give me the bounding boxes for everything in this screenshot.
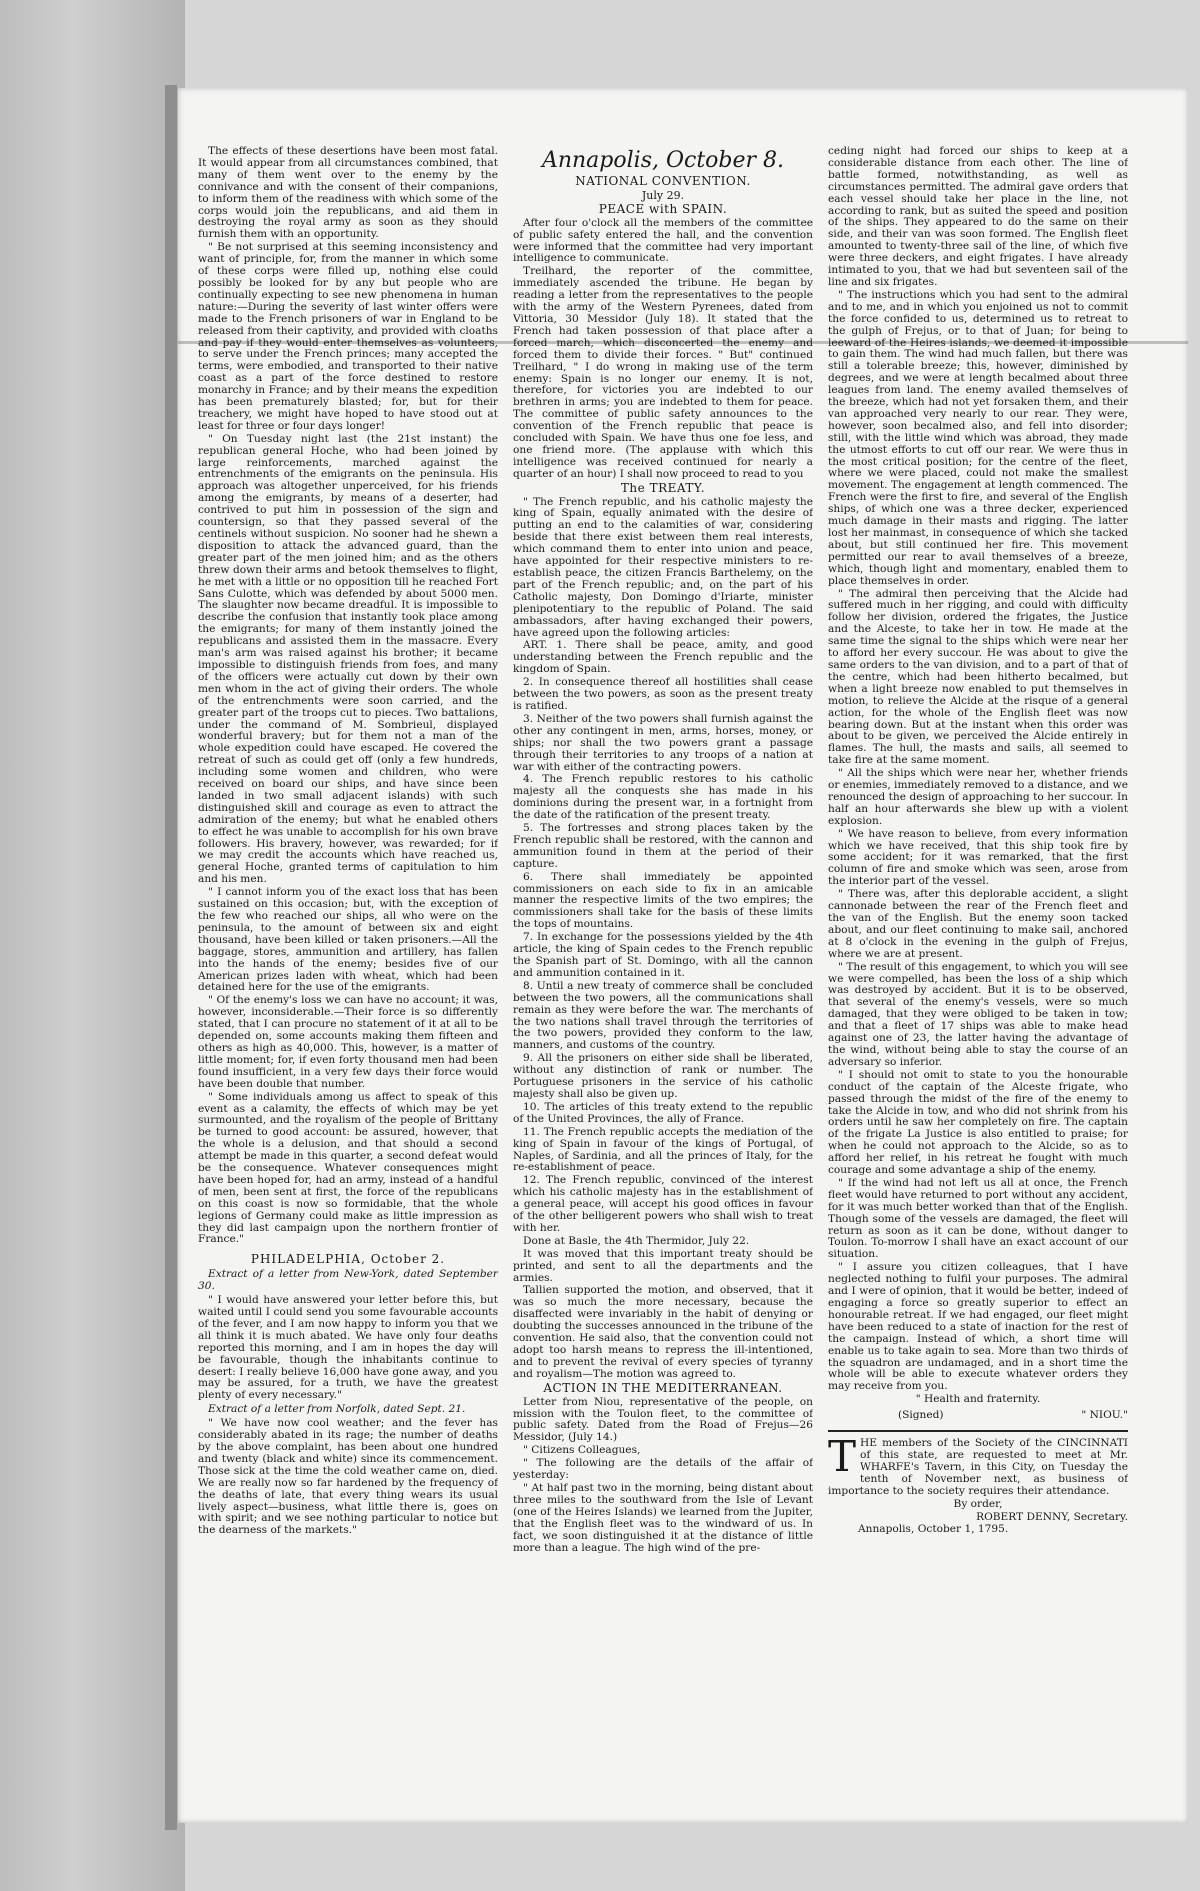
paragraph: " I would have answered your letter before this, but waited until I could send you some favourable accounts of the fever, and I am now happy to inform you that we all think it is much abated. We have only four deaths reported this morning, and I am in hopes the day will be favourable, though the inhabitants continue to desert: I really believe 16,000 have gone away, and you may be assured, for a truth, we have the greatest plenty of every necessary." [198,1294,498,1402]
paragraph: " Citizens Colleagues, [523,1444,641,1457]
drop-cap: T [828,1432,857,1482]
treaty-article: 9. All the prisoners on either side shall be liberated, without any distinction of rank or number. The Portuguese prisoners in the service of his catholic majesty shall also be given up. [513,1052,813,1100]
treaty-heading: The TREATY. [620,480,706,495]
treaty-article: 11. The French republic accepts the mediation of the king of Spain in favour of the kings of Portugal, of Naples, of Sardinia, and all the princes of Italy, for the re-establishment of peace. [513,1125,813,1174]
closing-line: " Health and fraternity. [915,1393,1041,1406]
paragraph: Letter from Niou, representative of the people, on mission with the Toulon fleet, to the committee of public safety. Dated from the Road of Frejus—26 Messidor, (July 14.) [513,1395,813,1444]
paragraph: " The instructions which you had sent to the admiral and to me, and in which you enjoined us not to commit the force confided to us, determined us to retreat to the gulph of Frejus, or to that of Juan; for being to leeward of the Heires islands, we deemed it impossible to gain them. The wind had much fallen, but there was still a tolerable breeze; this, however, diminished by degrees, and we were at length becalmed about three leagues from land. The enemy availed themselves of the breeze, which had not yet forsaken them, and their van approached very nearly to our rear. They were, however, soon becalmed also, and fell into disorder; still, with the little wind which was abroad, they made the utmost efforts to cut off our rear. We were thus in the most critical position; for the centre of the fleet, where we were placed, could not make the smallest movement. The engagement at length commenced. The French were the first to fire, and several of the English ships, of which one was a three decker, experienced much damage in their masts and rigging. The latter lost her mainmast, in consequence of which she tacked about, but still continued her fire. This movement permitted our rear to avail themselves of a breeze, which, though light and momentary, enabled them to place themselves in order. [828,288,1128,587]
paragraph: " The admiral then perceiving that the Alcide had suffered much in her rigging, and could with difficulty follow her division, ordered the frigates, the Justice and the Alceste, to take her in tow. He made at the same time the signal to the ships which were near her to afford her every succour. He was about to give the same orders to the van division, and to a part of that of the centre, which had been hitherto becalmed, but when a light breeze now enabled to put themselves in motion, to relieve the Alcide at the risque of a general action, for the whole of the English fleet was now bearing down. But at the instant when this order was about to be given, we perceived the Alcide entirely in flames. The hull, the masts and sails, all seemed to take fire at the same moment. [828,587,1128,767]
paragraph: Treilhard, the reporter of the committee, immediately ascended the tribune. He began by reading a letter from the representatives to the people with the army of the Western Pyrenees, dated from Vittoria, 30 Messidor (July 18). It stated that the French had taken possession of that place after a forced march, which disconcerted the enemy and forced them to divide their forces. " But" continued Treilhard, " I do wrong in making use of the term enemy: Spain is no longer our enemy. It is not, therefore, for victories you are indebted to our brethren in arms; you are indebted to them for peace. The committee of public safety announces to the convention of the French republic that peace is concluded with Spain. We have thus one foe less, and one friend more. (The applause with which this intelligence was received continued for nearly a quarter of an hour) I shall now proceed to read to you [513,265,813,480]
column-right [828,146,1128,1786]
paragraph: It was moved that this important treaty should be printed, and sent to all the departments and the armies. [513,1247,813,1284]
paragraph: " We have now cool weather; and the fever has considerably abated in its rage; the number of deaths by the above complaint, has been about one hundred and twenty (black and white) since its commencement. Those sick at the time the cold weather came on, died. We are really now so far hardened by the frequency of the deaths of late, that every thing wears its usual lively aspect—business, what little there is, goes on with spirit; and we see nothing particular to notice but the dearness of the markets." [198,1417,498,1537]
treaty-article: 4. The French republic restores to his catholic majesty all the conquests she has made in his dominions during the present war, in a fortnight from the date of the ratification of the present treaty. [513,773,813,822]
paragraph: " The result of this engagement, to which you will see we were compelled, has been the loss of a ship which was destroyed by accident. But it is to be observed, that several of the enemy's vessels, were so much damaged, that they were obliged to be taken in tow; and that a fleet of 17 ships was able to make head against one of 23, the latter having the advantage of the wind, without being able to stay the course of an adversary so inferior. [828,960,1128,1068]
paragraph: Done at Basle, the 4th Thermidor, July 22. [523,1234,750,1247]
paragraph: After four o'clock all the members of the committee of public safety entered the hall, and the convention were informed that the committee had very important intelligence to communicate. [513,216,813,265]
philadelphia-dateline: PHILADELPHIA, October 2. [250,1252,446,1267]
paragraph: " We have reason to believe, from every information which we have received, that this ship took fire by some accident; for it was remarked, that the first column of fire and smoke which was seen, arose from the interior part of the vessel. [828,827,1128,888]
paragraph: " There was, after this deplorable accident, a slight cannonade between the rear of the French fleet and the van of the English. But the enemy soon tacked about, and our fleet continuing to make sail, anchored at 8 o'clock in the evening in the gulph of Frejus, where we are at present. [828,888,1128,960]
notice-body: HE members of the Society of the CINCINNATI of this state, are requested to meet at Mr. WHARFE's Tavern, in this City, on Tuesday the tenth of November next, as business of importance to the society requires their attendance. [828,1437,1128,1497]
signer-name: " NIOU." [1081,1410,1128,1422]
scan-margin [0,0,185,1891]
treaty-article: 6. There shall immediately be appointed commissioners on each side to fix in an amicable manner the respective limits of the two empires; the commissioners shall take for the basis of these limits the tops of mountains. [513,870,813,931]
paragraph: " If the wind had not left us all at once, the French fleet would have returned to port without any accident, for it was much better worked than that of the English. Though some of the vessels are damaged, the fleet will return as soon as it can be done, without danger to Toulon. To-morrow I shall have an exact account of our situation. [828,1176,1128,1261]
paragraph: " I cannot inform you of the exact loss that has been sustained on this occasion; but, with the exception of the few who reached our ships, all who were on the peninsula, to the amount of between six and eight thousand, have been killed or taken prisoners.—All the baggage, stores, ammunition and artillery, has fallen into the hands of the enemy; besides five of our American prizes laden with wheat, which had been detained here for the use of the emigrants. [198,886,498,994]
signed-label: (Signed) [898,1410,944,1422]
treaty-article: 12. The French republic, convinced of the interest which his catholic majesty has in the establishment of a general peace, will accept his good offices in favour of the other belligerent powers who shall wish to treat with her. [513,1174,813,1234]
paragraph: " Some individuals among us affect to speak of this event as a calamity, the effects of which may be yet surmounted, and the royalism of the people of Brittany be turned to good account: be assured, however, that the whole is a delusion, and that should a second attempt be made in this quarter, a second defeat would be the consequence. Whatever consequences might have been hoped for, had an army, instead of a handful of men, been sent at first, the force of the republicans on this coast is now so formidable, that the whole legions of Germany could make as little impression as they did last campaign upon the northern frontier of France." [198,1090,498,1246]
section-subheading: PEACE with SPAIN. [598,201,728,216]
by-order-line: By order, [953,1497,1003,1510]
treaty-article: 5. The fortresses and strong places taken by the French republic shall be restored, with the cannon and ammunition found in them at the period of their capture. [513,822,813,870]
page-binding-edge [165,85,177,1830]
treaty-article: 3. Neither of the two powers shall furnish against the other any contingent in men, arms, horses, money, or ships; nor shall the two powers grant a passage through their territories to any troops of a nation at war with either of the contracting powers. [513,712,813,773]
column-left [198,146,498,1786]
extract-heading: Extract of a letter from Norfolk, dated Sept. 21. [208,1403,466,1416]
treaty-article: 10. The articles of this treaty extend to the republic of the United Provinces, the ally of France. [513,1100,813,1125]
paragraph: " The following are the details of the affair of yesterday: [513,1457,813,1482]
section-heading: ACTION IN THE MEDITERRANEAN. [543,1380,783,1395]
masthead-annapolis: Annapolis, October 8. [541,148,785,173]
paragraph: " I should not omit to state to you the honourable conduct of the captain of the Alceste frigate, who passed through the midst of the fire of the enemy to take the Alcide in tow, and who did not shrink from his orders until he saw her completely on fire. The captain of the frigate La Justice is also entitled to praise; for when he could not approach to the Alcide, so as to afford her relief, in his retreat he fought with much courage and some advantage a ship of the enemy. [828,1068,1128,1177]
paragraph: " Of the enemy's loss we can have no account; it was, however, inconsiderable.—Their force is so differently stated, that I can procure no statement of it at all to be depended on, some accounts making them fifteen and others as high as 40,000. This, however, is a matter of little moment; for, if even forty thousand men had been found insufficient, in a very few days their force would have been double that number. [198,994,498,1090]
paragraph: " At half past two in the morning, being distant about three miles to the southward from the Isle of Levant (one of the Heires Islands) we learned from the Jupiter, that the English fleet was to the windward of us. In fact, we soon distinguished it at the distance of little more than a league. The high wind of the pre- [513,1481,813,1554]
section-date: July 29. [641,188,685,202]
paragraph: " I assure you citizen colleagues, that I have neglected nothing to fulfil your purposes. The admiral and I were of opinion, that it would be better, indeed of engaging a force so greatly superior to effect an honourable retreat. If we had engaged, our fleet might have been reduced to a state of inaction for the rest of the campaign. Instead of which, a short time will enable us to take again to sea. More than two thirds of the squadron are undamaged, and in a short time the whole will be able to execute whatever orders they may receive from you. [828,1261,1128,1393]
column-middle [513,146,813,1786]
paragraph: The effects of these desertions have been most fatal. It would appear from all circumstances combined, that many of them went over to the enemy by the connivance and with the consent of their companions, to inform them of the readiness with which some of the corps would join the republicans, and aid them in destroying the royal army as soon as they should furnish them with an opportunity. [198,146,498,241]
treaty-article: 8. Until a new treaty of commerce shall be concluded between the two powers, all the communications shall remain as they were before the war. The merchants of the two nations shall travel through the territories of the two powers, provided they conform to the law, manners, and customs of the country. [513,979,813,1052]
paragraph: ceding night had forced our ships to keep at a considerable distance from each other. The line of battle formed, notwithstanding, as well as circumstances permitted. The admiral gave orders that each vessel should take her place in the line, not according to rank, but as suited the speed and position of the ships. They appeared to do the same on their side, and their van was soon formed. The English fleet amounted to twenty-three sail of the line, of which five were three deckers, and eight frigates. I have already intimated to you, that we had but seventeen sail of the line and six frigates. [828,146,1128,288]
place-date-line: Annapolis, October 1, 1795. [858,1523,1009,1536]
secretary-line: ROBERT DENNY, Secretary. [976,1510,1128,1523]
paragraph: " Be not surprised at this seeming inconsistency and want of principle, for, from the manner in which some of these corps were filled up, nothing else could possibly be looked for by any but people who are continually expecting to see new phenomena in human nature:—During the severity of last winter offers were made to the French prisoners of war in England to be released from their captivity, and provided with cloaths and pay if they would enter themselves as volunteers, to serve under the French princes; many accepted the terms, were embodied, and transported to their native coast as a part of the force destined to restore monarchy in France; and by their means the expedition has been prematurely blasted; for, but for their treachery, we might have hoped to have stood out at least for three or four days longer! [198,241,498,432]
paragraph: " The French republic, and his catholic majesty the king of Spain, equally animated with the desire of putting an end to the calamities of war, considering beside that there exist between them real interests, which command them to enter into union and peace, have appointed for their respective ministers to re-establish peace, the citizen Francis Barthelemy, on the part of the French republic; and, on the part of his Catholic majesty, Don Domingo d'Iriarte, minister plenipotentiary to the republic of Poland. The said ambassadors, after having exchanged their powers, have agreed upon the following articles: [513,495,813,639]
paragraph: " On Tuesday night last (the 21st instant) the republican general Hoche, who had been joined by large reinforcements, marched against the entrenchments of the emigrants on the peninsula. His approach was altogether unperceived, for his friends among the emigrants, by means of a deserter, had contrived to put him in possession of the sign and countersign, so that they passed several of the centinels without suspicion. No sooner had he shewn a disposition to attack the advanced guard, than the greater part of the men joined him; and as the others threw down their arms and betook themselves to flight, he met with a little or no opposition till he reached Fort Sans Culotte, which was defended by about 5000 men. The slaughter now became dreadful. It is impossible to describe the confusion that instantly took place among the emigrants; for many of them instantly joined the republicans and assisted them in the massacre. Every man's arm was raised against his brother; it became impossible to distinguish friends from foes, and many of the officers were actually cut down by their own men whom in the act of giving their orders. The whole of the entrenchments were soon carried, and the greater part of the troops cut to pieces. Two battalions, under the command of M. Sombrieul, displayed wonderful bravery; but for them not a man of the whole expedition could have escaped. He covered the retreat of such as could get off (only a few hundreds, including some women and children, who were received on board our ships, and have since been landed in two small adjacent islands) with such distinguished skill and courage as even to attract the admiration of the enemy; but what he enabled others to effect he was unable to accomplish for his own brave followers. His bravery, however, was rewarded; for if we may credit the accounts which have reached us, general Hoche, granted terms of capitulation to him and his men. [198,432,498,886]
paragraph: " All the ships which were near her, whether friends or enemies, immediately removed to a distance, and we renounced the design of approaching to her succour. In half an hour afterwards she blew up with a violent explosion. [828,767,1128,827]
treaty-article: 2. In consequence thereof all hostilities shall cease between the two powers, as soon as the present treaty is ratified. [513,676,813,712]
newspaper-page [178,88,1188,1823]
paragraph: Tallien supported the motion, and observed, that it was so much the more necessary, because the disaffected were invariably in the habit of denying or doubting the successes announced in the tribune of the convention. He said also, that the convention could not adopt too harsh means to repress the ill-intentioned, and to prevent the revival of every species of tyranny and royalism—The motion was agreed to. [513,1284,813,1380]
treaty-article: 7. In exchange for the possessions yielded by the 4th article, the king of Spain cedes to the French republic the Spanish part of St. Domingo, with all the cannon and ammunition contained in it. [513,931,813,979]
extract-heading: Extract of a letter from New-York, dated September 30. [198,1268,498,1293]
divider-rule [828,1430,1128,1432]
section-heading: NATIONAL CONVENTION. [575,174,751,188]
signature-block [828,1410,1128,1422]
treaty-article: ART. 1. There shall be peace, amity, and good understanding between the French republic and the kingdom of Spain. [513,639,813,676]
cincinnati-notice [828,1432,1128,1498]
